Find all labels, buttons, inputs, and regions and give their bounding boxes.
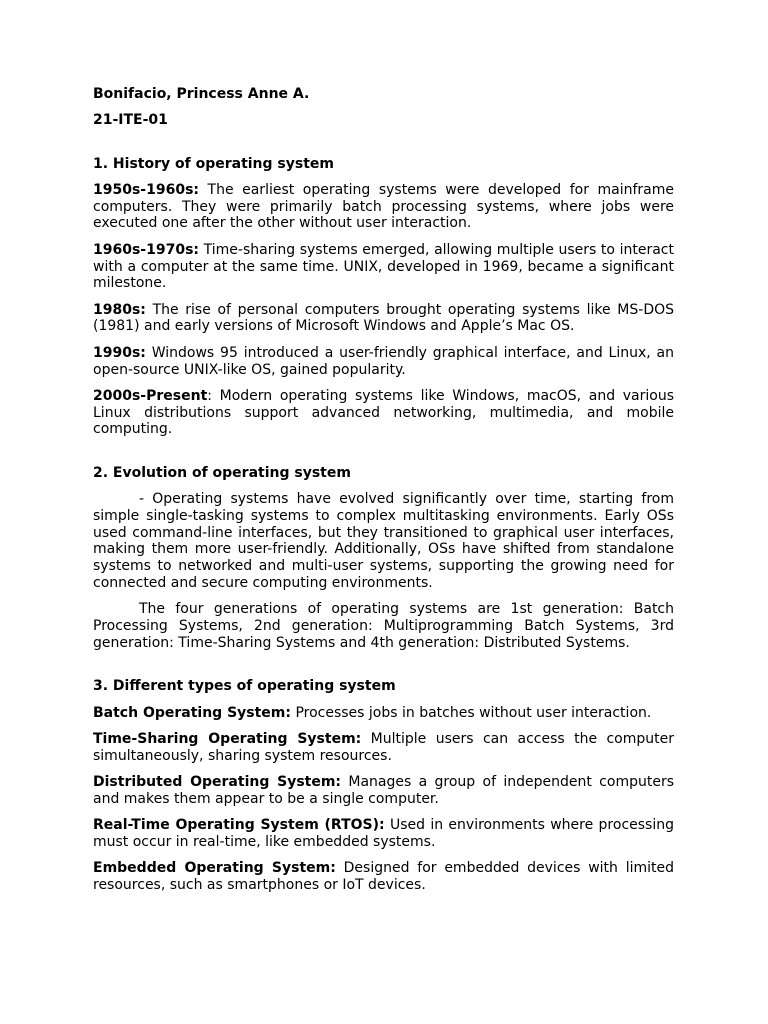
history-item xyxy=(93,302,674,336)
document-body xyxy=(93,86,674,903)
os-type-text: Manages a group of independent computers and makes them appear to be a single computer. xyxy=(93,773,674,807)
author-name: Bonifacio, Princess Anne A. xyxy=(93,86,310,102)
evolution-paragraph: - Operating systems have evolved significantly over time, starting from simple single-tasking systems to complex multitasking environments. Early OSs used command-line interfaces, but they transitioned to graphical user interfaces, making them more user-friendly. Additionally, OSs have shifted from standalone systems to networked and multi-user systems, supporting the growing need for connected and secure computing environments. xyxy=(93,491,674,592)
history-item xyxy=(93,345,674,379)
os-type-term: Embedded Operating System: xyxy=(93,860,336,877)
spacer xyxy=(93,139,674,156)
os-type-text: Processes jobs in batches without user interaction. xyxy=(291,704,652,721)
history-term: 1950s-1960s: xyxy=(93,181,200,198)
history-text: : Modern operating systems like Windows, macOS, and various Linux distributions support advanced networking, multimedia, and mobile computing. xyxy=(93,387,674,438)
os-type-item xyxy=(93,860,674,894)
history-item xyxy=(93,388,674,438)
evolution-paragraph: The four generations of operating systems are 1st generation: Batch Processing Systems, 2nd generation: Multiprogramming Batch Systems, 3rd generation: Time-Sharing Systems and 4th generation: Distributed Systems. xyxy=(93,601,674,651)
section-code: 21-ITE-01 xyxy=(93,112,168,129)
os-type-term: Distributed Operating System: xyxy=(93,773,342,790)
os-type-term: Time-Sharing Operating System: xyxy=(93,730,362,747)
history-item xyxy=(93,182,674,232)
os-type-item xyxy=(93,774,674,808)
os-type-text: Designed for embedded devices with limited resources, such as smartphones or IoT devices. xyxy=(93,860,675,893)
os-type-item xyxy=(93,705,674,722)
os-type-term: Real-Time Operating System (RTOS): xyxy=(93,817,385,833)
history-item xyxy=(93,242,674,292)
history-term: 1960s-1970s: xyxy=(93,241,200,258)
os-type-item xyxy=(93,817,674,851)
evolution-heading: 2. Evolution of operating system xyxy=(93,464,351,481)
spacer xyxy=(93,448,674,465)
history-term: 1990s: xyxy=(93,344,146,361)
history-text: Windows 95 introduced a user-friendly graphical interface, and Linux, an open-source UNIX-like OS, gained popularity. xyxy=(93,344,674,378)
history-heading: 1. History of operating system xyxy=(93,155,334,172)
history-text: The earliest operating systems were developed for mainframe computers. They were primarily batch processing systems, where jobs were executed one after the other without user interaction. xyxy=(93,181,674,232)
history-text: The rise of personal computers brought operating systems like MS-DOS (1981) and early versions of Microsoft Windows and Apple’s Mac OS. xyxy=(93,301,674,335)
history-text: Time-sharing systems emerged, allowing multiple users to interact with a computer at the same time. UNIX, developed in 1969, became a significant milestone. xyxy=(93,241,674,292)
spacer xyxy=(93,661,674,678)
history-term: 2000s-Present xyxy=(93,387,208,404)
history-term: 1980s: xyxy=(93,301,146,318)
os-type-term: Batch Operating System: xyxy=(93,704,291,721)
types-heading: 3. Different types of operating system xyxy=(93,678,396,695)
os-type-text: Used in environments where processing must occur in real-time, like embedded systems. xyxy=(93,817,674,850)
os-type-item xyxy=(93,731,674,765)
os-type-text: Multiple users can access the computer simultaneously, sharing system resources. xyxy=(93,730,674,764)
